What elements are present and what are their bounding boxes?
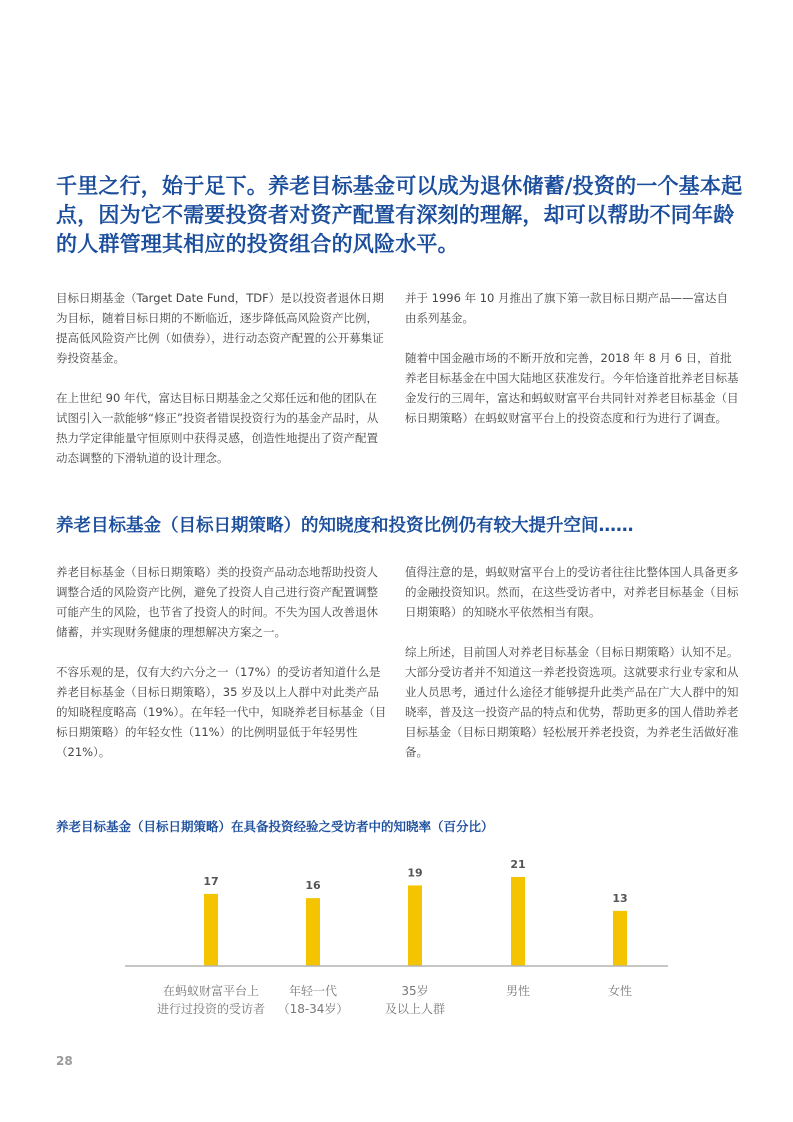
- section-title: 养老目标基金（目标日期策略）的知晓度和投资比例仍有较大提升空间……: [56, 516, 634, 536]
- section2-right-column: [405, 562, 739, 782]
- chart-category-label: 进行过投资的受访者: [156, 1002, 266, 1016]
- section1-right-column: [405, 288, 739, 448]
- chart-bar: [408, 885, 422, 966]
- page-number: 28: [56, 1054, 73, 1068]
- paragraph: 目标日期基金（Target Date Fund，TDF）是以投资者退休日期为目标，随着目标日期的不断临近，逐步降低高风险资产比例，提高低风险资产比例（如债券），进行动态资产配置的公开募集证券投资基金。: [56, 291, 384, 365]
- chart-value-label: 16: [305, 879, 321, 893]
- chart-bar: [204, 894, 218, 966]
- chart-category-label: 年轻一代: [288, 984, 338, 998]
- paragraph: 值得注意的是，蚂蚁财富平台上的受访者往往比整体国人具备更多的金融投资知识。然而，在这些受访者中，对养老目标基金（目标日期策略）的知晓水平依然相当有限。: [405, 565, 739, 619]
- paragraph: 在上世纪 90 年代，富达目标日期基金之父郑任远和他的团队在试图引入一款能够“修正”投资者错误投资行为的基金产品时，从热力学定律能量守恒原则中获得灵感，创造性地提出了资产配置动态调整的下滑轨道的设计理念。: [56, 391, 379, 465]
- chart-bar: [306, 898, 320, 966]
- chart-category-label: 及以上人群: [384, 1002, 446, 1016]
- paragraph: 随着中国金融市场的不断开放和完善，2018 年 8 月 6 日，首批养老目标基金在中国大陆地区获准发行。今年恰逢首批养老目标基金发行的三周年，富达和蚂蚁财富平台共同针对养老目标基金（目标日期策略）在蚂蚁财富平台上的投资态度和行为进行了调查。: [405, 351, 739, 425]
- chart-value-label: 19: [407, 866, 423, 880]
- chart-category-label: 男性: [505, 984, 531, 998]
- chart-title: 养老目标基金（目标日期策略）在具备投资经验之受访者中的知晓率（百分比）: [56, 819, 494, 834]
- headline: 千里之行，始于足下。养老目标基金可以成为退休储蓄/投资的一个基本起点，因为它不需要投资者对资产配置有深刻的理解，却可以帮助不同年龄的人群管理其相应的投资组合的风险水平。: [56, 174, 743, 256]
- paragraph: 不容乐观的是，仅有大约六分之一（17%）的受访者知道什么是养老目标基金（目标日期策略），35 岁及以上人群中对此类产品的知晓程度略高（19%）。在年轻一代中，知晓养老目标基金（目标日期策略）的年轻女性（11%）的比例明显低于年轻男性（21%）。: [56, 665, 387, 759]
- chart-value-label: 21: [510, 857, 526, 871]
- section1-left-column: [56, 288, 388, 488]
- chart-category-label: 女性: [607, 984, 633, 998]
- section2-left-column: [56, 562, 388, 782]
- chart-value-label: 13: [612, 891, 628, 905]
- chart-category-label: （18-34岁）: [277, 1002, 349, 1016]
- chart-value-label: 17: [203, 874, 219, 888]
- chart-category-label: 在蚂蚁财富平台上: [162, 984, 260, 998]
- chart-bar: [613, 911, 627, 966]
- chart-bar: [511, 877, 525, 966]
- paragraph: 并于 1996 年 10 月推出了旗下第一款目标日期产品——富达自由系列基金。: [405, 291, 729, 325]
- chart-category-label: 35岁: [401, 984, 429, 998]
- paragraph: 综上所述，目前国人对养老目标基金（目标日期策略）认知不足。大部分受访者并不知道这一养老投资选项。这就要求行业专家和从业人员思考，通过什么途径才能够提升此类产品在广大人群中的知晓率，普及这一投资产品的特点和优势，帮助更多的国人借助养老目标基金（目标日期策略）轻松展开养老投资，为养老生活做好准备。: [405, 645, 739, 759]
- paragraph: 养老目标基金（目标日期策略）类的投资产品动态地帮助投资人调整合适的风险资产比例，避免了投资人自己进行资产配置调整可能产生的风险，也节省了投资人的时间。不失为国人改善退休储蓄，并实现财务健康的理想解决方案之一。: [56, 565, 378, 639]
